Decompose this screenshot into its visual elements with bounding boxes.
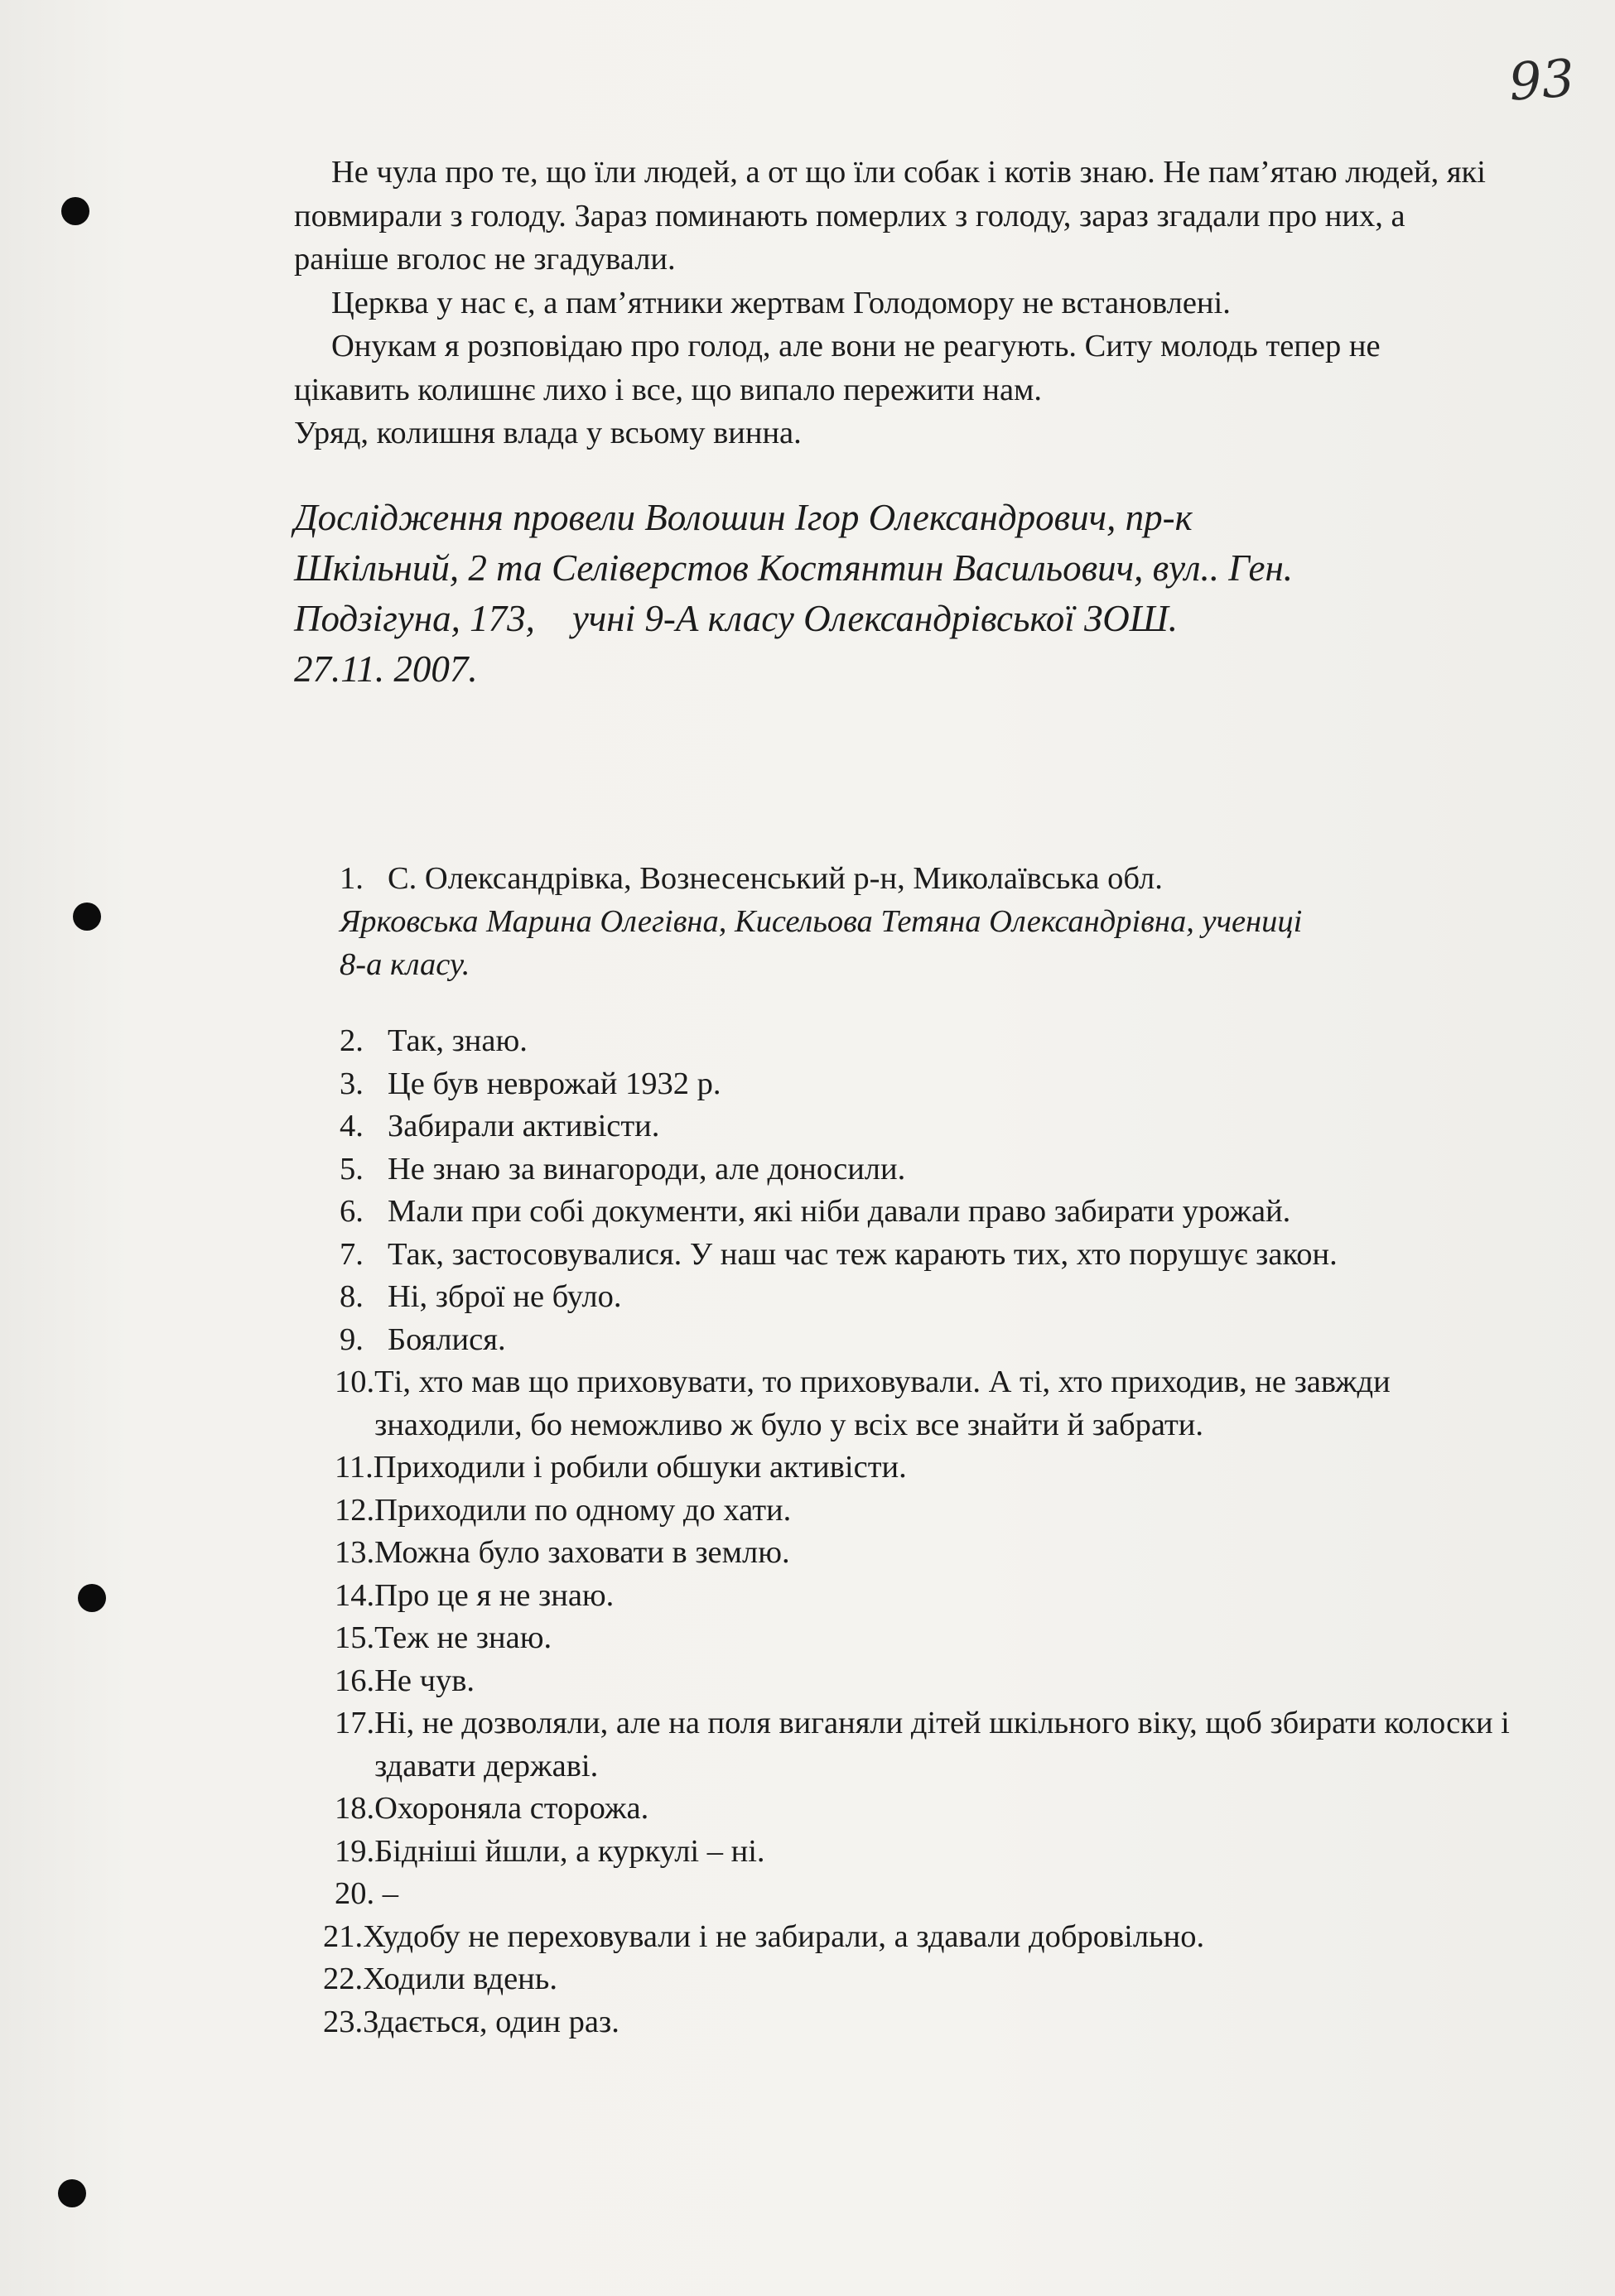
- place: С. Олександрівка, Вознесенський р-н, Миколаївська обл.: [388, 861, 1163, 896]
- answer-number: 12.: [335, 1492, 375, 1528]
- answer-item: [323, 1105, 1516, 1148]
- paragraph: Онукам я розповідаю про голод, але вони не реагують. Ситу молодь тепер не цікавить колишнє лихо і все, що випало пережити нам.: [294, 329, 1381, 407]
- punch-hole: [61, 197, 89, 225]
- answer-item: [323, 1617, 1516, 1660]
- paragraph: Церква у нас є, а пам’ятники жертвам Голодомору не встановлені.: [331, 285, 1231, 320]
- answer-number: 14.: [335, 1577, 375, 1613]
- research-line: Дослідження провели Волошин Ігор Олександрович, пр-к: [294, 497, 1193, 538]
- answer-number: 20.: [335, 1876, 375, 1911]
- punch-hole: [58, 2179, 86, 2207]
- answer-text: –: [374, 1876, 398, 1911]
- answer-number: 4.: [340, 1109, 364, 1143]
- answer-item: [323, 1490, 1516, 1533]
- paragraph: Не чула про те, що їли людей, а от що їли собак і котів знаю. Не пам’ятаю людей, які повмирали з голоду. Зараз поминають померлих з голоду, зараз згадали про них, а раніше вголос не згадували.: [294, 155, 1486, 277]
- answer-item: [323, 1532, 1516, 1575]
- item-1-info: [340, 857, 1516, 986]
- handwritten-page-number: 93: [1507, 47, 1577, 113]
- answer-text: Про це я не знаю.: [374, 1577, 615, 1613]
- answer-item: [323, 1575, 1516, 1618]
- answer-item: [323, 1191, 1516, 1234]
- answer-number: 17.: [335, 1706, 375, 1740]
- item-number: 1.: [340, 861, 364, 896]
- answer-number: 3.: [340, 1066, 364, 1101]
- answer-number: 15.: [335, 1620, 375, 1655]
- answer-number: 22.: [323, 1961, 364, 1996]
- answer-text: Забирали активісти.: [388, 1109, 660, 1143]
- answer-item: [323, 1361, 1516, 1446]
- answer-text: Можна було заховати в землю.: [374, 1535, 790, 1570]
- research-credits: [294, 493, 1503, 695]
- research-line: Подзігуна, 173, учні 9-А класу Олександрівської ЗОШ.: [294, 598, 1178, 639]
- answer-text: Ні, не дозволяли, але на поля виганяли дітей шкільного віку, щоб збирати колоски і здавати державі.: [374, 1706, 1510, 1783]
- answer-number: 9.: [340, 1321, 364, 1357]
- answer-number: 2.: [340, 1023, 364, 1058]
- research-line: 27.11. 2007.: [294, 648, 478, 690]
- answer-item: [323, 1916, 1516, 1959]
- answer-item: [323, 1873, 1516, 1916]
- answer-number: 7.: [340, 1236, 364, 1272]
- answer-text: Мали при собі документи, які ніби давали право забирати урожай.: [388, 1194, 1291, 1229]
- answer-item: [323, 1788, 1516, 1831]
- answer-text: Здається, один раз.: [363, 2004, 619, 2039]
- answer-item: [323, 1063, 1516, 1106]
- answer-item: [323, 1020, 1516, 1063]
- answer-text: Боялися.: [388, 1321, 506, 1357]
- answer-number: 10.: [335, 1365, 375, 1399]
- answer-number: 18.: [335, 1791, 375, 1826]
- answer-item: [323, 1831, 1516, 1874]
- answer-number: 21.: [323, 1918, 364, 1954]
- punch-hole: [73, 903, 101, 931]
- authors-line: Ярковська Марина Олегівна, Кисельова Тетяна Олександрівна, учениці: [340, 904, 1303, 939]
- answer-item: [323, 1319, 1516, 1362]
- answer-item: [323, 1234, 1516, 1277]
- answer-text: Приходили і робили обшуки активісти.: [373, 1450, 907, 1485]
- answer-text: Це був неврожай 1932 р.: [388, 1066, 721, 1101]
- answer-text: Теж не знаю.: [374, 1620, 552, 1655]
- punch-hole: [78, 1584, 106, 1612]
- answer-number: 13.: [335, 1535, 375, 1570]
- answer-text: Худобу не переховували і не забирали, а здавали добровільно.: [363, 1918, 1205, 1954]
- answer-text: Приходили по одному до хати.: [374, 1492, 792, 1528]
- answer-number: 19.: [335, 1833, 375, 1869]
- answer-text: Ті, хто мав що приховувати, то приховували. А ті, хто приходив, не завжди знаходили, бо неможливо ж було у всіх все знайти й забрати.: [374, 1365, 1391, 1442]
- answer-text: Не знаю за винагороди, але доносили.: [388, 1151, 906, 1187]
- answer-number: 11.: [335, 1450, 374, 1485]
- answer-item: [323, 1958, 1516, 2001]
- answer-item: [323, 1702, 1516, 1788]
- answer-item: [323, 2001, 1516, 2044]
- answer-number: 23.: [323, 2004, 364, 2039]
- answer-text: Бідніші йшли, а куркулі – ні.: [374, 1833, 765, 1869]
- answer-number: 6.: [340, 1194, 364, 1229]
- answer-text: Ні, зброї не було.: [388, 1279, 622, 1314]
- answer-item: [323, 1446, 1516, 1490]
- authors-line: 8-а класу.: [340, 947, 470, 982]
- answer-text: Так, застосовувалися. У наш час теж карають тих, хто порушує закон.: [388, 1236, 1338, 1272]
- answer-item: [323, 1660, 1516, 1703]
- testimony-text: [294, 151, 1487, 455]
- answer-number: 5.: [340, 1151, 364, 1187]
- answer-text: Не чув.: [374, 1663, 475, 1698]
- answer-text: Ходили вдень.: [363, 1961, 557, 1996]
- paragraph: Уряд, колишня влада у всьому винна.: [294, 416, 802, 450]
- answer-item: [323, 1148, 1516, 1191]
- answer-item: [323, 1276, 1516, 1319]
- answer-text: Так, знаю.: [388, 1023, 528, 1058]
- answer-text: Охороняла сторожа.: [374, 1791, 649, 1826]
- answer-number: 8.: [340, 1279, 364, 1314]
- answer-number: 16.: [335, 1663, 375, 1698]
- answers-list: [323, 1020, 1516, 2043]
- research-line: Шкільний, 2 та Селіверстов Костянтин Васильович, вул.. Ген.: [294, 547, 1294, 589]
